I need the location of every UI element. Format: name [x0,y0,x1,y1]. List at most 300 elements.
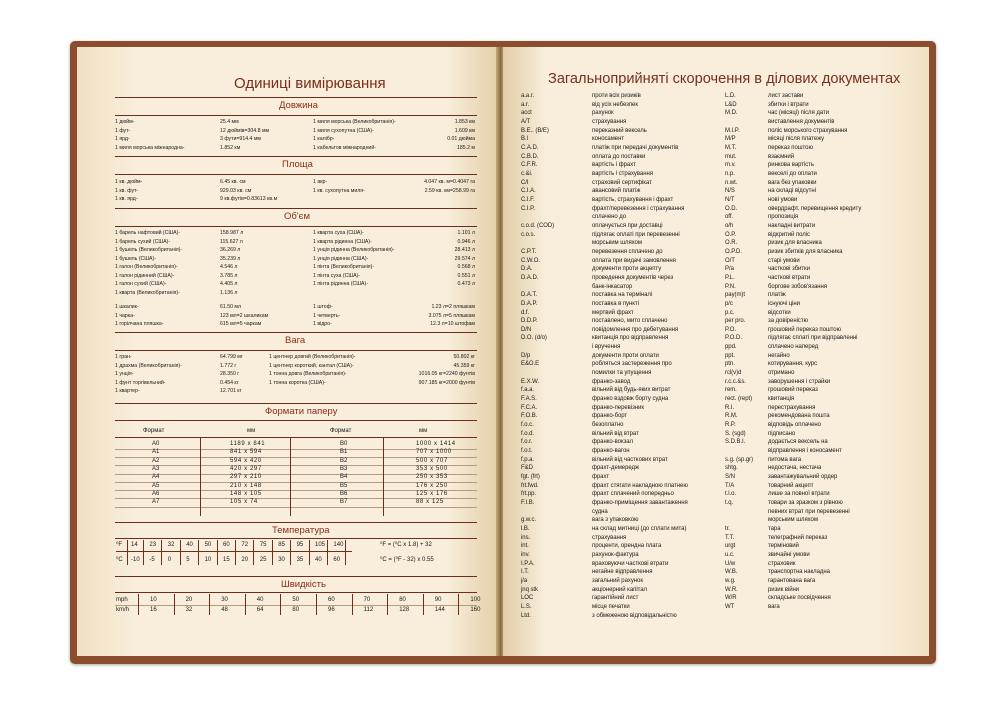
celsius-value: 20 [241,557,249,563]
abbreviation-meaning: овердрафт, перевищення кредиту [768,205,862,212]
measure-cell: 1 миля морська міжнародна- [115,144,185,151]
abbreviation-meaning: час (місяці) після дати [768,110,829,117]
abbreviation-meaning: грошовий переказ [768,387,818,394]
measure-cell: 1.852 км [220,144,241,151]
abbreviation-meaning: гарантована вага [768,577,816,584]
abbreviation-meaning: від усіх небезпек [592,101,638,108]
measure-cell: 1 кв. фут- [115,187,139,194]
measure-cell: 1 тонна коротка (США)- [269,379,326,386]
abbreviation-meaning: робляться застереження про [592,361,672,368]
measure-cell: 1 кварта (Великобританія)- [115,289,180,296]
abbreviation-meaning: вартість, страхування і фрахт [592,196,674,203]
paper-size-cell: 500 x 707 [416,457,448,464]
abbreviation-meaning: гарантійний лист [592,595,639,602]
temperature-divider [309,540,310,565]
paper-format-cell: B2 [340,457,348,464]
measure-cell: 1 акр- [313,179,328,185]
speed-column-divider [387,594,388,615]
paper-column-divider [290,437,291,516]
temperature-divider [180,540,181,565]
abbreviation-meaning: оплата до поставки [592,153,646,160]
abbreviation-term: D.A.P. [521,300,538,307]
abbreviation-term: F.I.B. [521,500,535,507]
measure-cell: 1 кварта рідинна (США)- [313,238,372,245]
abbreviation-meaning: накладні витрати [768,222,816,229]
speed-column-divider [280,594,281,615]
mph-value: 70 [363,597,371,603]
abbreviation-meaning: тара [768,526,781,532]
measure-cell: 1 кв. дюйм- [115,179,143,185]
speed-column-divider [174,594,175,615]
abbreviation-term: I.T. [521,569,529,576]
fahrenheit-value: 72 [241,542,249,548]
celsius-value: -10 [131,557,140,563]
fahrenheit-value: 40 [186,542,193,548]
mph-value: 60 [328,597,335,603]
abbreviation-term: ppt. [725,352,735,359]
measure-cell: 1 галон сухий (США)- [115,281,167,287]
abbreviation-term: rcl(v)d [725,370,742,377]
paper-format-cell: B1 [340,449,348,456]
measure-cell: 1 миля сухопутна (США)- [313,127,374,134]
abbreviation-meaning: нові умови [768,196,798,203]
measure-cell: 1 кабельтов міжнародний- [313,144,376,151]
abbreviation-meaning: рахунок-фактура [592,551,639,558]
abbreviation-meaning: загальний рахунок [592,577,643,584]
abbreviation-meaning: франко-завод [592,378,631,385]
measure-cell: 1 бушель (США)- [115,255,156,262]
abbreviation-meaning: на склад митниці (до сплати мита) [592,526,687,532]
measure-cell: 36.269 л [220,247,241,253]
measure-cell: 1 унція- [115,371,134,377]
abbreviation-meaning: страхування [592,534,627,541]
abbreviation-meaning: морським шляхом [768,517,818,524]
abbreviation-meaning: котирування, курс [768,361,818,368]
abbreviation-term: W.B. [725,569,738,576]
paper-size-cell: 420 x 297 [230,465,262,472]
abbreviation-term: s.g. (sp.gr) [725,456,754,463]
abbreviation-term: frt.pp. [521,491,536,498]
abbreviation-meaning: вартість і страхування [592,170,653,177]
abbreviation-meaning: переказний вексель [592,127,647,134]
abbreviation-term: M.I.P. [725,127,740,134]
fahrenheit-value: 32 [167,542,175,548]
section-divider [115,115,477,116]
abbreviation-meaning: франко-вокзал [592,439,634,446]
fahrenheit-value: 75 [259,542,267,548]
section-divider [115,403,477,404]
abbreviation-meaning: банк-інкасатор [592,283,633,290]
abbreviation-term: f.o.r. [521,439,533,446]
abbreviation-meaning: транспортна накладна [768,569,830,576]
abbreviation-term: F.O.B. [521,413,538,420]
abbreviation-term: Ltd. [521,612,531,619]
abbreviation-meaning: грошовий переказ поштою [768,326,842,333]
mph-value: 90 [434,597,442,603]
kmh-label: km/h [116,607,130,613]
abbreviation-term: c.o.d. (COD) [521,222,555,229]
measure-cell: 1.853 км [454,119,475,125]
abbreviation-term: R.P. [725,422,736,429]
speed-column-divider [316,594,317,615]
abbreviation-term: R.M. [725,413,738,420]
celsius-label: ⁰C [116,557,123,563]
mph-value: 20 [185,597,193,603]
celsius-value: 35 [296,557,304,563]
measure-cell: 1 фунт торгівельний- [115,379,166,386]
abbreviation-term: f.o.d. [521,430,535,437]
abbreviation-term: p.c. [725,309,735,316]
speed-column-divider [209,594,210,615]
section-divider [115,226,477,227]
abbreviation-meaning: перестрахування [768,404,816,411]
abbreviation-term: P.O. [725,326,737,333]
abbreviation-term: N/T [725,196,735,203]
paper-format-cell: B7 [340,499,348,506]
measure-cell: 1 центнер довгий (Великобританія)- [269,354,356,360]
right-page [503,47,929,656]
paper-table-header: Формат [143,428,165,434]
abbreviation-term: O.P.D. [725,248,742,255]
measure-cell: 1 чарка- [115,312,135,319]
title-underline [115,97,477,98]
kmh-value: 160 [470,607,481,613]
abbreviation-meaning: часткові збитки [768,266,810,273]
paper-table-header: Формат [330,428,352,434]
abbreviation-meaning: часткові втрати [768,274,811,281]
measure-cell: 4.405 л [220,281,238,287]
measure-cell: 1 квартер- [115,388,140,394]
abbreviation-term: P.L. [725,274,735,281]
abbreviation-term: S.D.B.I. [725,439,746,446]
abbreviation-term: S/N [725,474,735,481]
measure-cell: 115.627 л [220,238,243,245]
abbreviation-meaning: враховуючи часткові втрати [592,560,669,567]
speed-column-divider [458,594,459,615]
abbreviation-term: D.D.P. [521,318,538,325]
abbreviation-meaning: взаємний [768,153,795,160]
celsius-value: 25 [259,557,267,563]
abbreviation-term: tr. [725,526,730,532]
abbreviation-meaning: отримано [768,370,795,377]
paper-column-divider [200,437,201,516]
abbreviation-term: fgt. (frt) [521,474,540,481]
paper-format-cell: A7 [152,499,160,506]
abbreviation-meaning: вільний від втрат [592,430,639,437]
temperature-divider [290,540,291,565]
paper-size-cell: 210 x 148 [230,482,262,489]
paper-size-cell: 105 x 74 [230,499,258,506]
temperature-axis [116,551,352,552]
measure-cell: 1.136 л [220,289,238,296]
abbreviation-term: t.l.o. [725,491,737,498]
abbreviation-meaning: повідомлення про дебетування [592,326,679,333]
paper-size-cell: 594 x 420 [230,457,262,464]
kmh-value: 48 [221,607,228,613]
abbreviation-meaning: відсотки [768,309,791,316]
abbreviation-meaning: товарний акцепт [768,482,814,489]
paper-size-cell: 250 x 353 [416,474,448,481]
abbreviation-term: C.A.D. [521,144,539,151]
abbreviation-meaning: квитанція [768,396,795,403]
measure-cell: 1 барель сухий (США)- [115,238,170,245]
measure-cell: 1016.05 кг=2240 фунтів [418,371,475,377]
measure-cell: 0.551 л [457,272,475,279]
celsius-value: 60 [333,557,341,563]
abbreviation-term: n.wt. [725,179,738,186]
abbreviation-meaning: вага без упаковки [768,179,817,186]
measure-cell: 61.50 мл [220,304,242,310]
abbreviation-meaning: терміновий [768,543,799,550]
fahrenheit-value: 14 [131,542,138,548]
abbreviation-term: f.a.a. [521,387,535,394]
abbreviation-term: O.R. [725,240,738,247]
mph-value: 80 [399,597,406,603]
section-divider [115,332,477,333]
abbreviation-term: D.O. (d/o) [521,335,547,342]
abbreviation-meaning: поставка в пункті [592,300,639,307]
paper-format-cell: A0 [152,441,160,447]
celsius-value: 10 [204,557,212,563]
paper-table-rule [115,437,477,438]
abbreviation-term: o/h [725,222,734,229]
temperature-divider [217,540,218,565]
speed-column-divider [138,594,139,615]
measure-cell: 1 унція рідинна (Великобританія)- [313,247,395,253]
temperature-divider [345,540,346,565]
measure-cell: 185.2 м [457,144,475,151]
abbreviation-term: frt.fwd. [521,482,539,489]
measure-cell: 64.799 мг [220,354,243,360]
abbreviation-meaning: з обмеженою відповідальністю [592,612,677,619]
section-divider [115,420,477,421]
abbreviation-term: rem. [725,387,737,394]
abbreviation-meaning: франко-вагон [592,448,630,455]
fahrenheit-value: 140 [333,542,344,548]
abbreviation-term: jnq stk [521,586,538,593]
abbreviation-meaning: рахунок [592,110,614,117]
measure-cell: 4.047 кв. м=0.4047 га [424,179,475,185]
abbreviation-term: ppd. [725,344,737,351]
section-title-temp: Температура [272,525,330,536]
paper-table-header: мм [419,428,428,434]
abbreviation-meaning: за довіреністю [768,318,808,325]
measure-cell: 25.4 мм [220,119,239,125]
measure-cell: 28.350 г [220,371,240,377]
abbreviation-term: inv. [521,551,530,558]
kmh-value: 96 [328,607,335,613]
abbreviation-term: L&D [725,101,737,108]
abbreviation-meaning: документи проти акцепту [592,266,662,273]
abbreviation-meaning: місяці після платежу [768,136,825,143]
abbreviation-meaning: вага з упаковкою [592,517,639,524]
paper-format-cell: A2 [152,457,160,464]
abbreviation-meaning: пропозиція [768,214,799,221]
abbreviation-term: rect. (rept) [725,396,753,403]
measure-cell: 35.239 л [220,255,241,262]
abbreviation-meaning: фрахт [592,474,610,481]
abbreviation-term: l.B. [521,526,530,532]
paper-size-cell: 176 x 250 [416,482,448,489]
abbreviation-meaning: вільний від будь-яких витрат [592,387,671,394]
abbreviation-meaning: існуючі ціни [768,300,800,307]
abbreviation-meaning: перевезення сплачено до [592,248,663,255]
abbreviation-term: n.p. [725,170,735,177]
measure-cell: 0.568 л [457,264,475,270]
celsius-value: 40 [315,557,322,563]
paper-size-cell: 841 x 594 [230,449,262,456]
mph-value: 40 [256,597,264,603]
abbreviation-meaning: телеграфний переказ [768,534,828,541]
kmh-value: 80 [292,607,300,613]
abbreviation-term: d.f. [521,309,530,316]
paper-column-divider [383,437,384,516]
section-title-area: Площа [282,159,313,170]
mph-value: 10 [150,597,157,603]
abbreviation-meaning: коносамент [592,136,625,143]
kmh-value: 128 [399,607,410,613]
measure-cell: 29.574 л [454,255,475,262]
abbreviation-term: P/a [725,266,734,273]
measure-cell: 3 фути=914.4 мм [220,136,261,142]
temperature-divider [327,540,328,565]
abbreviation-meaning: проведення документів через [592,274,674,281]
abbreviation-meaning: сплачено наперед [768,344,819,351]
temperature-divider [235,540,236,565]
left-page [77,47,498,656]
abbreviation-meaning: завантажувальний ордер [768,474,838,481]
abbreviation-term: L.S. [521,603,532,610]
mph-label: mph [116,597,128,603]
temperature-divider [253,540,254,565]
abbreviation-meaning: поставка на терміналі [592,292,653,299]
abbreviation-term: c.&i. [521,170,533,177]
measure-cell: 0.454 кг [220,379,239,386]
paper-format-cell: A6 [152,490,160,497]
abbreviation-meaning: квитанція про відправлення [592,335,669,342]
mph-value: 30 [221,597,228,603]
measure-cell: 1 дюйм- [115,119,135,125]
kmh-value: 32 [185,607,193,613]
abbreviation-term: f.o.c. [521,422,534,429]
fahrenheit-value: 60 [223,542,230,548]
abbreviation-meaning: авансовий платіж [592,188,641,195]
abbreviation-meaning: ринкова вартість [768,162,814,169]
abbreviation-term: u.c. [725,551,735,558]
section-divider [115,538,477,539]
abbreviation-term: C.B.D. [521,153,539,160]
abbreviation-meaning: фрахт/перевезення і страхування [592,205,685,212]
abbreviation-term: int. [521,543,529,550]
abbreviation-meaning: страховик [768,560,796,567]
abbreviation-meaning: і вручення [592,344,621,351]
paper-size-cell: 148 x 105 [230,490,262,497]
abbreviation-meaning: недостача, нестача [768,465,822,472]
temperature-divider [272,540,273,565]
abbreviation-term: mut. [725,153,737,160]
section-divider [115,592,477,593]
measure-cell: 1.609 км [454,127,475,134]
abbreviation-meaning: на складі відсутні [768,188,816,195]
celsius-value: 15 [223,557,230,563]
temperature-divider [198,540,199,565]
measure-cell: 1 гран- [115,354,132,360]
measure-cell: 0.01 дюйма [447,136,475,142]
abbreviation-term: a.a.r. [521,93,535,99]
abbreviation-meaning: франко-перевізник [592,404,644,411]
abbreviation-term: F.C.A. [521,404,538,411]
abbreviation-term: O.P. [725,231,737,238]
abbreviation-meaning: старі умови [768,257,800,264]
abbreviation-meaning: поставлено, мито сплачено [592,318,668,325]
abbreviation-term: C/I [521,179,529,186]
abbreviation-meaning: боргове зобов'язання [768,283,827,290]
measure-cell: 1 кв. ярд- [115,196,138,202]
kmh-value: 112 [363,607,374,613]
abbreviation-term: t.q. [725,500,734,507]
abbreviation-meaning: фрахт сплачений попередньо [592,491,674,498]
abbreviation-term: A/T [521,118,531,125]
abbreviation-term: T/A [725,482,735,489]
abbreviation-term: C.I.P. [521,205,535,212]
abbreviation-term: N/S [725,188,735,195]
abbreviation-meaning: акціонерний капітал [592,586,647,593]
page-title: Загальноприйняті скорочення в ділових документах [548,71,901,87]
abbreviation-meaning: збитки і втрати [768,101,809,108]
measure-cell: 0.473 л [457,281,475,287]
paper-size-cell: 1000 x 1414 [416,441,456,447]
paper-size-cell: 88 x 125 [416,499,444,506]
abbreviation-meaning: оплата при видачі замовлення [592,257,676,264]
abbreviation-term: off. [725,214,734,221]
abbreviation-term: B.E.. (B/E) [521,127,549,134]
measure-cell: 12.3 л=10 штофам [430,321,475,327]
abbreviation-meaning: судна [592,508,608,515]
measure-cell: 1 четверть- [313,312,341,319]
section-divider [115,156,477,157]
abbreviation-term: O.D. [725,205,738,212]
measure-cell: 12.701 кг [220,388,242,394]
abbreviation-term: pay(m)t [725,292,745,299]
abbreviation-term: D.A.T. [521,292,538,299]
speed-column-divider [245,594,246,615]
abbreviation-term: ins. [521,534,531,541]
page-title: Одиниці вимірювання [234,75,386,92]
measure-cell: 28.413 л [454,247,475,253]
abbreviation-term: M/P [725,136,736,143]
abbreviation-term: shtg. [725,465,738,472]
measure-cell: 1 кв. сухопутна миля- [313,187,365,194]
abbreviation-term: w.g. [725,577,736,584]
abbreviation-meaning: вільний від часткових втрат [592,456,668,463]
measure-cell: 1 центнер короткий, кантал (США)- [269,362,354,369]
measure-cell: 1 кварта суха (США)- [313,230,364,236]
abbreviation-term: C.F.R. [521,162,538,169]
abbreviation-meaning: відповідь оплачено [768,422,821,429]
measure-cell: 1 бушель (Великобританія)- [115,247,183,253]
abbreviation-meaning: додається вексель на [768,439,828,446]
measure-cell: 158.987 л [220,230,244,236]
abbreviation-term: D/p [521,352,531,359]
section-divider [115,522,477,523]
abbreviation-meaning: страховий сертифікат [592,179,652,186]
abbreviation-meaning: негайно [768,352,790,359]
abbreviation-meaning: підписано [768,430,796,437]
paper-table-header: мм [247,428,256,434]
measure-cell: 1 барель нафтовий (США)- [115,230,181,236]
abbreviation-meaning: ризик війни [768,586,800,593]
abbreviation-term: c.o.s. [521,231,536,238]
